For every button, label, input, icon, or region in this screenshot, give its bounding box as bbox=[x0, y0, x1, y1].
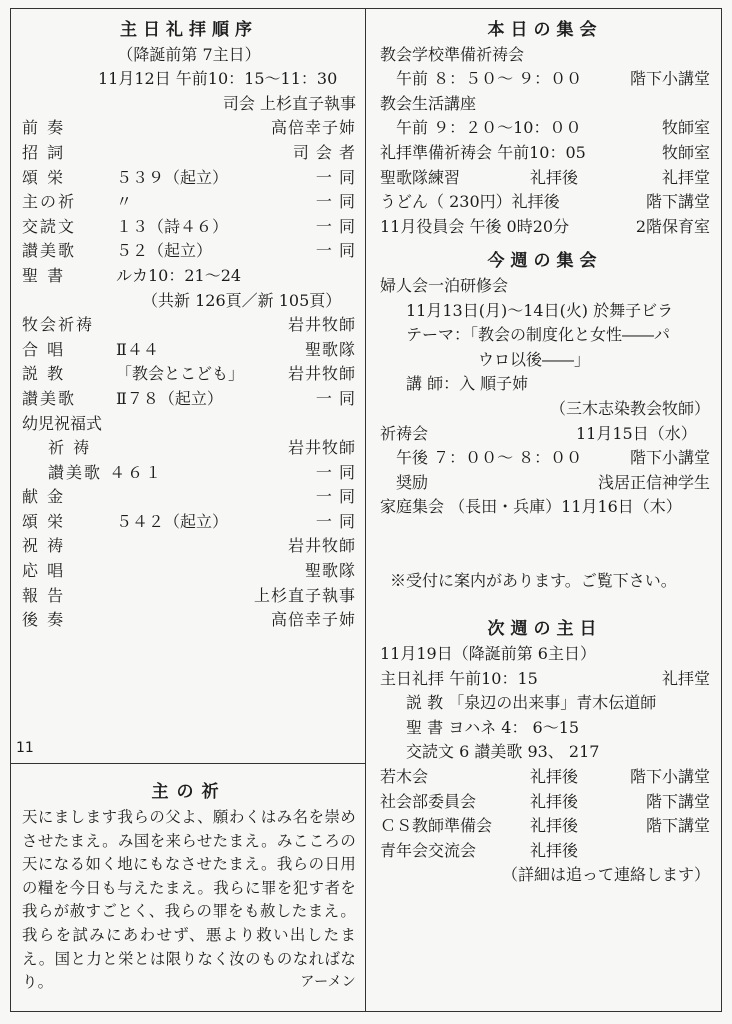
order-item bbox=[22, 559, 356, 584]
today-meeting-name: 礼拝準備祈祷会 午前10：05 bbox=[380, 142, 586, 162]
retreat-theme-2: ウロ以後――」 bbox=[478, 349, 591, 369]
next-worship-place: 礼拝堂 bbox=[661, 668, 710, 688]
encourager: 浅居正信神学生 bbox=[597, 472, 710, 492]
next-closing: （詳細は追って連絡します） bbox=[501, 865, 710, 885]
next-sermon: 「泉辺の出来事」青木伝道師 bbox=[448, 693, 657, 713]
order-item bbox=[22, 436, 356, 461]
next-meeting bbox=[380, 765, 710, 790]
prayer-body: 天にまします我らの父よ、願わくはみ名を崇めさせたまえ。み国を来らせたまえ。みこころの天になる如く地にもなさせたまえ。我らの日用の糧を今日も与えたまえ。我らに罪を犯す者を我らが赦すごとく、我らの罪をも赦したまえ。我らを試みにあわせず、悪より救い出したまえ。国と力と栄とは限りなく汝のものなればなり。 bbox=[22, 808, 356, 992]
order-item-person: 岩井牧師 bbox=[287, 536, 356, 556]
next-title: 次週の主日 bbox=[487, 619, 603, 640]
retreat-lecturer-role-line bbox=[380, 397, 710, 422]
order-item-person: 聖歌隊 bbox=[304, 561, 356, 581]
prayer-meeting-time: 午後 ７：００〜 ８：００ bbox=[396, 448, 583, 468]
order-item-label: 牧会祈祷 bbox=[22, 315, 95, 335]
today-meeting-place: 階下小講堂 bbox=[629, 69, 710, 89]
order-subtitle: （降誕前第 7主日） bbox=[117, 44, 261, 64]
next-meeting-place: 階下小講堂 bbox=[629, 767, 710, 787]
today-meeting bbox=[380, 190, 710, 215]
order-item bbox=[22, 584, 356, 609]
order-item-detail: ５４２（起立） bbox=[116, 511, 229, 531]
next-bible-line bbox=[380, 716, 710, 741]
order-item-label: 後 奏 bbox=[22, 610, 66, 630]
order-item bbox=[22, 338, 356, 363]
order-item-detail: 「教会とこども」 bbox=[116, 364, 245, 384]
order-item bbox=[22, 166, 356, 191]
order-item-person: 一 同 bbox=[315, 216, 356, 236]
order-item-label: 頌 栄 bbox=[22, 167, 66, 187]
order-item-label: 讃美歌 ４６１ bbox=[48, 462, 164, 482]
today-meeting bbox=[380, 116, 710, 141]
today-meeting-name: 午前 ８：５０〜 ９：００ bbox=[396, 69, 583, 89]
order-item-label: 頌 栄 bbox=[22, 511, 66, 531]
next-meeting-time: 礼拝後 bbox=[530, 767, 579, 787]
order-item-label: 合 唱 bbox=[22, 339, 66, 359]
bible-pages: （共新 126頁／新 105頁） bbox=[142, 290, 342, 310]
next-meeting-name: ＣＳ教師準備会 bbox=[380, 816, 493, 836]
order-item-label: 説 教 bbox=[22, 364, 66, 384]
next-meeting-place: 階下講堂 bbox=[645, 791, 710, 811]
order-item-label: 祝 祷 bbox=[22, 536, 66, 556]
order-item-person: 一 同 bbox=[315, 487, 356, 507]
today-meeting-place: 牧師室 bbox=[661, 118, 710, 138]
next-meeting-name: 青年会交流会 bbox=[380, 840, 477, 860]
order-title: 主日礼拝順序 bbox=[120, 20, 258, 40]
today-meeting bbox=[380, 215, 710, 240]
order-item-detail: ５２（起立） bbox=[116, 241, 213, 261]
order-of-service bbox=[22, 18, 356, 633]
order-item bbox=[22, 190, 356, 215]
encourage-line bbox=[380, 471, 710, 496]
order-item-person: 一 同 bbox=[315, 511, 356, 531]
next-sermon-label: 説 教 bbox=[406, 693, 444, 713]
retreat-title: 婦人会一泊研修会 bbox=[380, 275, 509, 295]
order-presider: 司会 上杉直子執事 bbox=[222, 93, 356, 113]
retreat-lecturer: 講 師：入 順子姉 bbox=[406, 374, 529, 394]
column-divider bbox=[365, 8, 366, 1012]
order-item bbox=[22, 313, 356, 338]
today-title: 本日の集会 bbox=[487, 20, 603, 40]
order-item-person: 岩井牧師 bbox=[287, 315, 356, 335]
encourage-label: 奨励 bbox=[396, 472, 429, 492]
order-item-label: 主の祈 bbox=[22, 192, 77, 212]
today-meeting-time: 礼拝後 bbox=[530, 167, 579, 187]
order-item-label: 祈 祷 bbox=[48, 438, 92, 458]
prayer-text bbox=[22, 806, 356, 995]
order-item-label: 讃美歌 bbox=[22, 388, 77, 408]
order-item-person: 一 同 bbox=[315, 388, 356, 408]
order-item bbox=[22, 239, 356, 264]
order-item-detail: Ⅱ７８（起立） bbox=[116, 388, 223, 408]
page-number: 11 bbox=[16, 740, 34, 756]
today-meeting-place: 階下講堂 bbox=[645, 192, 710, 212]
prayer-meeting-place: 階下小講堂 bbox=[629, 448, 710, 468]
order-item-detail: １３（詩４６） bbox=[116, 216, 229, 236]
order-item bbox=[22, 362, 356, 387]
order-item bbox=[22, 461, 356, 486]
retreat-theme-1: テーマ：「教会の制度化と女性――パ bbox=[406, 325, 671, 345]
order-item-person: 一 同 bbox=[315, 192, 356, 212]
order-item bbox=[22, 534, 356, 559]
next-sermon-line bbox=[380, 691, 710, 716]
today-meeting bbox=[380, 141, 710, 166]
next-worship: 主日礼拝 午前10：15 bbox=[380, 668, 538, 688]
home-meeting: 家庭集会 （長田・兵庫）11月16日（木） bbox=[380, 497, 682, 517]
today-meeting-name: うどん（ 230円）礼拝後 bbox=[380, 192, 560, 212]
next-meeting-place: 階下講堂 bbox=[645, 816, 710, 836]
lords-prayer bbox=[22, 778, 356, 995]
next-meeting-name: 社会部委員会 bbox=[380, 791, 477, 811]
next-meeting-time: 礼拝後 bbox=[530, 791, 579, 811]
meetings-column bbox=[380, 18, 710, 888]
order-item-person: 高倍幸子姉 bbox=[270, 118, 356, 138]
order-item-person: 一 同 bbox=[315, 462, 356, 482]
today-meeting-place: 2階保育室 bbox=[635, 216, 710, 236]
next-bible-label: 聖 書 bbox=[406, 717, 444, 737]
next-meeting-time: 礼拝後 bbox=[530, 840, 579, 860]
next-meeting-name: 若木会 bbox=[380, 767, 429, 787]
today-meeting-name: 教会学校準備祈祷会 bbox=[380, 44, 525, 64]
order-datetime: 11月12日 午前10：15〜11：30 bbox=[98, 69, 338, 89]
order-item bbox=[22, 141, 356, 166]
today-meeting-place: 礼拝堂 bbox=[661, 167, 710, 187]
week-title: 今週の集会 bbox=[487, 251, 603, 272]
order-item bbox=[22, 215, 356, 240]
order-item bbox=[22, 485, 356, 510]
order-item-label: 応 唱 bbox=[22, 561, 66, 581]
order-item-detail: 〃 bbox=[116, 192, 133, 212]
order-item-person: 上杉直子執事 bbox=[253, 585, 356, 605]
prayer-meeting-time-line bbox=[380, 446, 710, 471]
order-item bbox=[22, 510, 356, 535]
notice: ※受付に案内があります。ご覧下さい。 bbox=[390, 570, 677, 590]
order-item-label: 前 奏 bbox=[22, 118, 66, 138]
next-date: 11月19日（降誕前第 6主日） bbox=[380, 644, 596, 664]
prayer-title: 主の祈 bbox=[151, 782, 227, 802]
today-meeting-name: 教会生活講座 bbox=[380, 93, 477, 113]
today-meeting-name: 聖歌隊練習 bbox=[380, 167, 461, 187]
order-item bbox=[22, 116, 356, 141]
today-meeting-name: 11月役員会 午後 0時20分 bbox=[380, 216, 570, 236]
order-item-label: 献 金 bbox=[22, 487, 66, 507]
prayer-meeting-date: 11月15日（水） bbox=[576, 423, 697, 443]
order-item bbox=[22, 608, 356, 633]
order-item-person: 一 同 bbox=[315, 167, 356, 187]
prayer-meeting-line bbox=[380, 422, 710, 447]
today-meeting-place: 牧師室 bbox=[661, 142, 710, 162]
order-presider-line bbox=[22, 92, 356, 117]
today-meeting bbox=[380, 166, 710, 191]
order-item-label: 聖 書 bbox=[22, 265, 66, 285]
today-meeting-name: 午前 ９：２０〜10：００ bbox=[396, 118, 582, 138]
order-item-label: 報 告 bbox=[22, 585, 66, 605]
child-blessing-heading: 幼児祝福式 bbox=[22, 413, 103, 433]
order-item-detail: Ⅱ４４ bbox=[116, 339, 159, 359]
order-item-person: 司 会 者 bbox=[292, 142, 356, 162]
next-meeting bbox=[380, 839, 710, 864]
order-item-label: 招 詞 bbox=[22, 142, 66, 162]
today-meeting bbox=[380, 43, 710, 68]
next-worship-line bbox=[380, 667, 710, 692]
section-divider bbox=[10, 763, 366, 764]
order-item-label: 交読文 bbox=[22, 216, 77, 236]
next-bible: ヨハネ 4： 6〜15 bbox=[448, 717, 580, 737]
order-item-person: 聖歌隊 bbox=[304, 339, 356, 359]
retreat-lecturer-role: （三木志染教会牧師） bbox=[549, 398, 710, 418]
today-meeting bbox=[380, 67, 710, 92]
retreat-date: 11月13日(月)〜14日(火) 於舞子ビラ bbox=[406, 300, 674, 320]
next-closing-line bbox=[380, 863, 710, 888]
prayer-amen: アーメン bbox=[300, 974, 356, 991]
order-item-person: 岩井牧師 bbox=[287, 438, 356, 458]
next-meeting-time: 礼拝後 bbox=[530, 816, 579, 836]
prayer-meeting: 祈祷会 bbox=[380, 423, 429, 443]
order-item-person: 岩井牧師 bbox=[287, 364, 356, 384]
order-item-detail: ５３９（起立） bbox=[116, 167, 229, 187]
next-reading: 交読文 6 讃美歌 93、 217 bbox=[406, 742, 600, 762]
order-item-label: 讃美歌 bbox=[22, 241, 77, 261]
next-meeting bbox=[380, 790, 710, 815]
order-item-detail: ルカ10：21〜24 bbox=[116, 265, 242, 285]
today-meeting bbox=[380, 92, 710, 117]
next-meeting bbox=[380, 814, 710, 839]
order-item bbox=[22, 387, 356, 412]
order-item-person: 高倍幸子姉 bbox=[270, 610, 356, 630]
order-item bbox=[22, 264, 356, 289]
order-item-person: 一 同 bbox=[315, 241, 356, 261]
